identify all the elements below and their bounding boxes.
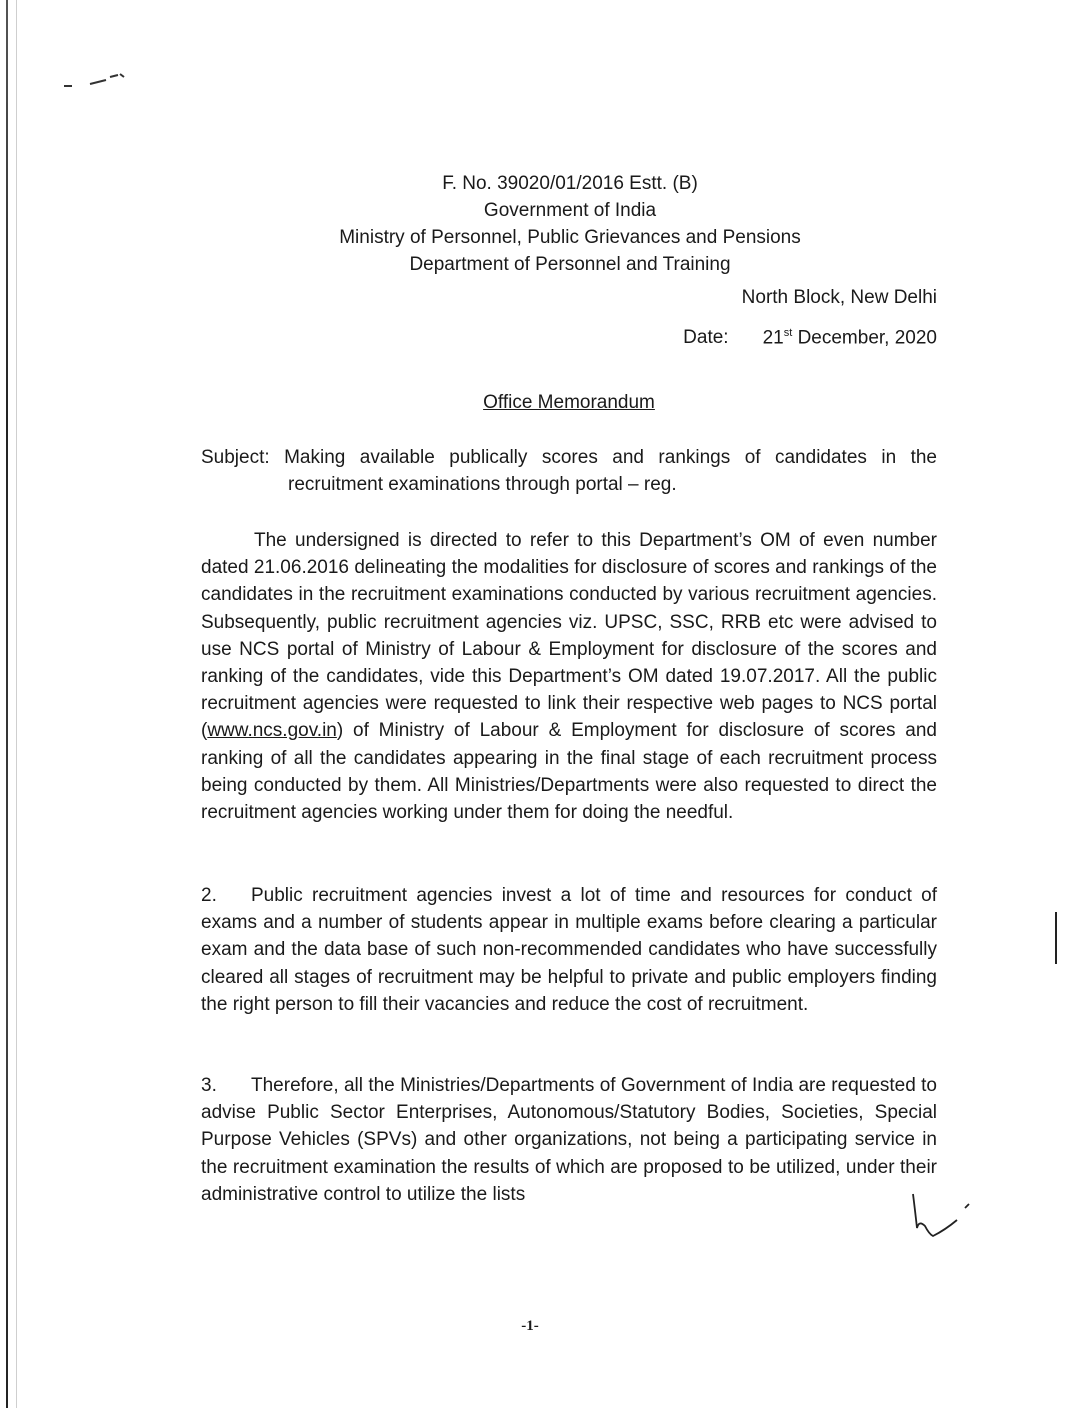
subject bbox=[201, 444, 937, 498]
subject-line-1: Subject: Making available publically scores and rankings of candidates in the bbox=[201, 447, 937, 468]
paragraph-number: 2. bbox=[201, 885, 217, 906]
ncs-portal-link[interactable]: www.ncs.gov.in bbox=[207, 720, 337, 742]
page-number: -1- bbox=[521, 1318, 539, 1334]
paragraph-number: 3. bbox=[201, 1075, 217, 1096]
scan-edge bbox=[16, 0, 17, 1408]
subject-line-2: recruitment examinations through portal – reg. bbox=[288, 474, 677, 495]
ministry-name: Ministry of Personnel, Public Grievances and Pensions bbox=[339, 227, 801, 248]
initials-signature bbox=[905, 1190, 975, 1250]
paragraph-1: The undersigned is directed to refer to this Department’s OM of even number dated 21.06.2016 delineating the modalities for disclosure of scores and rankings of the candidates in the recruitment examinations conducted by various recruitment agencies. Subsequently, public recruitment agencies viz. UPSC, SSC, RRB etc were advised to use NCS portal of Ministry of Labour & Employment for disclosure of the scores and ranking of the candidates, vide this Department’s OM dated 19.07.2017. All the public recruitment agencies were requested to link their respective web pages to NCS portal (www.ncs.gov.in) of Ministry of Labour & Employment for disclosure of scores and ranking of all the candidates appearing in the final stage of each recruitment process being conducted by them. All Ministries/Departments were also requested to direct the recruitment agencies working under them for doing the needful. bbox=[201, 530, 937, 824]
department-name: Department of Personnel and Training bbox=[409, 254, 731, 275]
document-header bbox=[220, 170, 920, 278]
paragraph-3: 3. Therefore, all the Ministries/Departments of Government of India are requested to advise Public Sector Enterprises, Autonomous/Statutory Bodies, Societies, Special Purpose Vehicles (SPVs) and other organizations, not being a participating service in the recruitment examination the results of which are proposed to be utilized, under their administrative control to utilize the lists bbox=[201, 1072, 937, 1208]
document-title: Office Memorandum bbox=[483, 392, 655, 413]
file-number: F. No. 39020/01/2016 Estt. (B) bbox=[442, 173, 698, 194]
scan-mark bbox=[1055, 912, 1057, 964]
date-label: Date: bbox=[683, 327, 729, 348]
scan-edge bbox=[6, 0, 8, 1408]
scan-smudge bbox=[62, 72, 132, 92]
date-value: 21st December, 2020 bbox=[762, 327, 937, 349]
government-name: Government of India bbox=[483, 200, 657, 221]
paragraph-2: 2. Public recruitment agencies invest a lot of time and resources for conduct of exams and a number of students appear in multiple exams before clearing a particular exam and the data base of such non-recommended candidates who have successfully cleared all stages of recruitment may be helpful to private and public employers finding the right person to fill their vacancies and reduce the cost of recruitment. bbox=[201, 882, 937, 1018]
date-line bbox=[560, 327, 937, 349]
place: North Block, New Delhi bbox=[741, 287, 937, 308]
